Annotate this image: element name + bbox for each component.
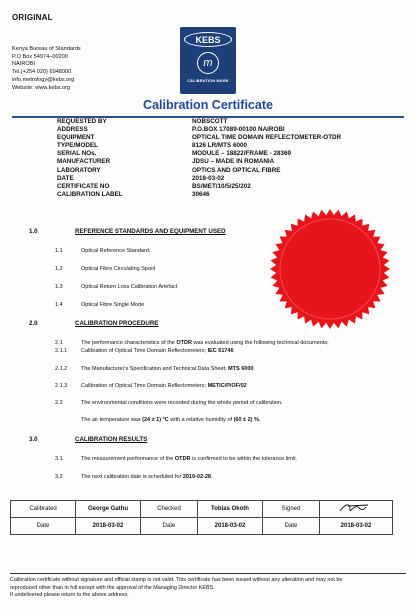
info-label: CALIBRATION LABEL	[57, 190, 123, 198]
seal-center	[280, 219, 380, 319]
red-seal-icon	[268, 207, 392, 331]
item-number: 2.2	[55, 400, 63, 406]
info-value: OPTICAL TIME DOMAIN REFLECTOMETER-OTDR	[192, 134, 342, 142]
original-stamp-label: ORIGINAL	[12, 13, 53, 22]
kebs-logo	[180, 27, 236, 94]
address-line: info.metrology@kebs.org	[12, 76, 75, 83]
issuer-address	[12, 46, 81, 92]
text-bold: OTDR	[174, 456, 191, 462]
text-bold: IEC 61746	[207, 348, 234, 354]
info-label: SERIAL NOs.	[57, 150, 97, 158]
text-bold: 2019-02-28	[182, 474, 211, 480]
address-line: NAIROBI	[12, 61, 36, 68]
text-bold: (60 ± 2) %.	[233, 417, 261, 423]
address-line: P.O Box 54974–00200	[12, 53, 68, 60]
item-text	[81, 340, 329, 346]
item-text	[81, 456, 297, 462]
info-label: MANUFACTURER	[57, 158, 111, 166]
address-line: Tel.(+254 020) 6948000	[12, 69, 72, 76]
item-text	[81, 383, 247, 389]
info-label: EQUIPMENT	[57, 134, 95, 142]
kebs-logo-text: KEBS	[184, 32, 232, 47]
text-part: The performance characteristics of the	[81, 340, 177, 346]
info-value: 2018-03-02	[192, 174, 225, 182]
table-cell: 2018-03-02	[76, 518, 141, 535]
item-number: 3.1	[55, 456, 63, 462]
text-bold: MTS 6000	[228, 366, 254, 372]
item-text	[81, 474, 212, 480]
item-number: 1.1	[55, 248, 63, 254]
table-row	[11, 518, 393, 535]
table-cell: Date	[263, 518, 320, 535]
logo-caption: CALIBRATION MARK	[187, 79, 229, 83]
handwritten-signature-icon	[336, 501, 376, 515]
text-bold: METIC/P/OF/02	[207, 383, 247, 389]
text-bold: OTDR	[176, 340, 192, 346]
item-number: 2.1.3	[55, 383, 68, 389]
text-part: .	[210, 474, 213, 480]
footer-divider	[10, 573, 406, 574]
table-cell: Date	[11, 518, 76, 535]
footer-line: Calibration certificate without signature and official stamp is not valid. This certificate has been issued without any alteration and may not be	[10, 577, 343, 583]
info-value: OPTICS AND OPTICAL FIBRE	[192, 166, 281, 174]
section-title: CALIBRATION RESULTS	[75, 436, 148, 443]
info-value: BS/MET/10/5/25/202	[192, 182, 251, 190]
info-label: DATE	[57, 174, 74, 182]
footer-line: reproduced other than in full except with the approval of the Managing Director KEBS.	[10, 584, 215, 591]
item-number: 1.4	[55, 302, 63, 308]
item-text: Optical Reference Standard.	[81, 248, 151, 254]
item-number: 2.1.2	[55, 366, 68, 372]
text-part: The Manufacturer's Specification and Technical Data Sheet;	[81, 366, 229, 372]
table-cell: Checked	[141, 501, 198, 518]
item-number: 3.2	[55, 474, 63, 480]
info-value: MODULE – 18822/FRAME - 28369	[192, 150, 292, 158]
info-label: ADDRESS	[57, 126, 88, 134]
footer-line: If undelivered please return to the above address.	[10, 592, 129, 598]
text-bold: (24 ± 1) °C	[142, 417, 169, 423]
info-values	[192, 118, 341, 199]
item-number: 1.2	[55, 266, 63, 272]
info-labels	[57, 118, 123, 199]
text-part: The next calibration date is scheduled for	[81, 474, 183, 480]
info-value: 30646	[192, 190, 210, 198]
info-label: REQUESTED BY	[57, 118, 107, 125]
table-cell: Tobias Okoth	[198, 501, 263, 518]
table-row	[11, 501, 393, 518]
signature-cell	[320, 501, 393, 518]
item-text: Optical Fibre Single Mode	[81, 302, 145, 308]
text-part: is confirmed to be within the tolerance limit.	[190, 456, 298, 462]
text-part: Calibration of Optical Time Domain Reflectometers;	[81, 348, 208, 354]
table-cell: 2018-03-02	[320, 518, 393, 535]
item-number: 1.3	[55, 284, 63, 290]
section-number: 2.0	[29, 320, 38, 327]
address-line: Kenya Bureau of Standards	[12, 46, 81, 52]
item-text	[81, 366, 253, 372]
item-number: 2.1.1	[55, 348, 68, 354]
item-text	[81, 417, 260, 423]
item-number: 2.1	[55, 340, 63, 346]
item-text: The environmental conditions were recorded during the whole period of calibration.	[81, 400, 283, 406]
calibration-mark-icon: m	[197, 52, 219, 74]
item-text: Optical Fibre Circulating Spool	[81, 266, 156, 272]
table-cell: Signed	[263, 501, 320, 518]
section-number: 3.0	[29, 436, 38, 443]
info-label: TYPE/MODEL	[57, 142, 98, 150]
text-part: The air temperature was	[81, 417, 143, 423]
info-value: 8126 LR/MTS 6000	[192, 142, 247, 150]
item-text	[81, 348, 234, 354]
info-value: JDSU – MADE IN ROMANIA	[192, 158, 275, 166]
table-cell: Date	[141, 518, 198, 535]
table-cell: Calibrated	[11, 501, 76, 518]
section-title: CALIBRATION PROCEDURE	[75, 320, 159, 327]
info-label: CERTIFICATE NO	[57, 182, 110, 190]
page-title: Calibration Certificate	[143, 98, 273, 112]
info-label: LABORATORY	[57, 166, 101, 174]
table-cell: George Gathu	[76, 501, 141, 518]
info-value: NOBSCOTT	[192, 118, 228, 125]
info-value: P.O.BOX 17089-00100 NAIROBI	[192, 126, 285, 134]
item-text: Optical Return Loss Calibration Artefact	[81, 284, 178, 290]
section-number: 1.0	[29, 228, 38, 235]
text-part: The measurement performance of the	[81, 456, 175, 462]
text-part: was evaluated using the following technical documents;	[191, 340, 329, 346]
table-cell: 2018-03-02	[198, 518, 263, 535]
text-part: with a relative humidity of	[168, 417, 234, 423]
section-title: REFERENCE STANDARDS AND EQUIPMENT USED	[75, 228, 226, 235]
footer-disclaimer	[10, 577, 406, 600]
text-part: Calibration of Optical Time Domain Reflectometers;	[81, 383, 208, 389]
signature-table	[10, 500, 393, 535]
address-line: Website: www.kebs.org	[12, 84, 71, 91]
